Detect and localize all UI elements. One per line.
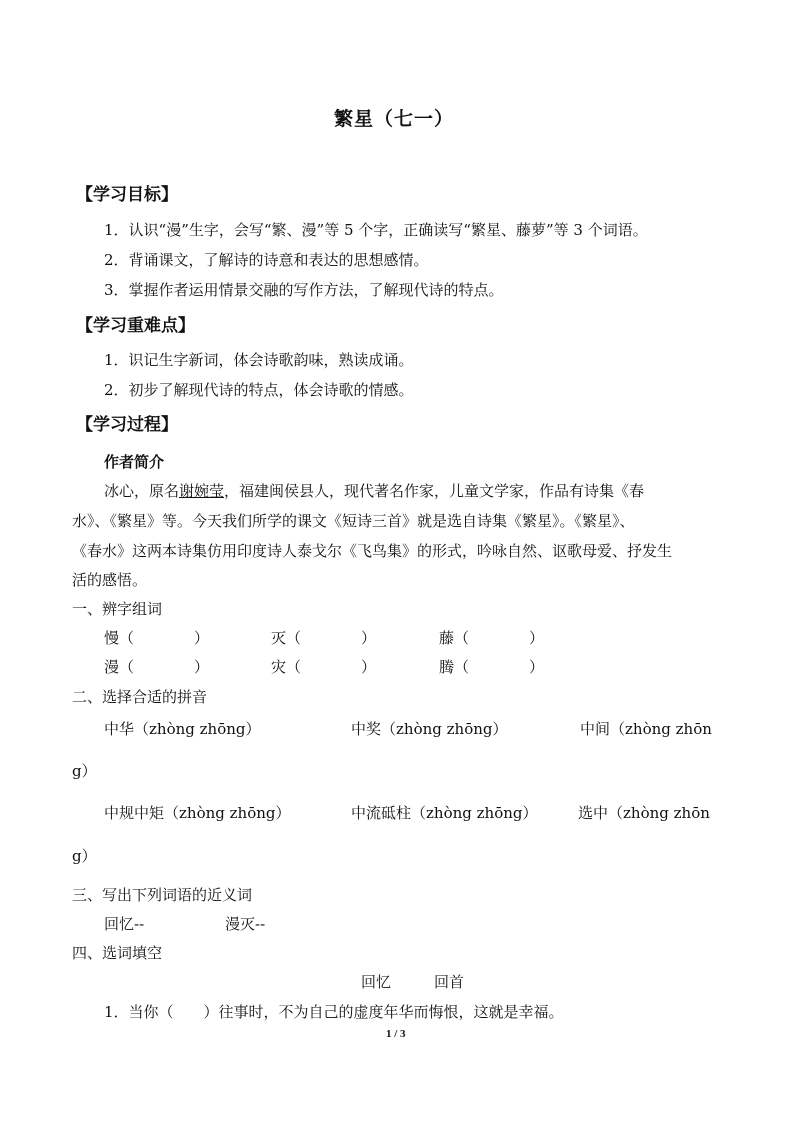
q1-row2-item1: 漫（ ） [104, 658, 210, 676]
author-intro-title: 作者简介 [104, 453, 165, 471]
key-points-heading: 【学习重难点】 [76, 316, 195, 336]
process-heading: 【学习过程】 [76, 415, 178, 435]
author-intro-text-a: 冰心，原名 [104, 482, 180, 500]
q2-row2-wrap: g） [72, 847, 97, 865]
q2-heading: 二、选择合适的拼音 [72, 688, 208, 706]
author-intro-text-b: ，福建闽侯县人，现代著名作家，儿童文学家，作品有诗集《春 [224, 482, 645, 500]
q4-item-1: 1．当你（ ）往事时，不为自己的虚度年华而悔恨，这就是幸福。 [104, 1003, 564, 1021]
q2-row1-item2: 中奖（zhòng zhōng） [351, 720, 508, 738]
key-point-item-1: 1．识记生字新词，体会诗歌韵味，熟读成诵。 [104, 351, 414, 369]
goal-item-1: 1．认识“漫”生字，会写“繁、漫”等 5 个字，正确读写“繁星、藤萝”等 3 个词语。 [104, 221, 648, 239]
key-point-item-2: 2．初步了解现代诗的特点，体会诗歌的情感。 [104, 381, 414, 399]
page-number: 1 / 3 [386, 1028, 406, 1040]
page-title: 繁星（七一） [334, 108, 455, 130]
q3-item-1: 回忆-- [104, 915, 145, 933]
q1-row2-item3: 腾（ ） [439, 658, 545, 676]
q2-row1-item1: 中华（zhòng zhōng） [104, 720, 261, 738]
q3-heading: 三、写出下列词语的近义词 [72, 886, 253, 904]
q1-heading: 一、辨字组词 [72, 600, 163, 618]
goals-heading: 【学习目标】 [76, 185, 178, 205]
q1-row1-item3: 藤（ ） [439, 629, 545, 647]
author-intro-line-1 [104, 480, 644, 501]
q2-row2-item2: 中流砥柱（zhòng zhōng） [351, 804, 538, 822]
author-intro-line-2: 水》、《繁星》等。今天我们所学的课文《短诗三首》就是选自诗集《繁星》。《繁星》、 [72, 512, 635, 530]
q1-row1-item2: 灭（ ） [271, 629, 377, 647]
goal-item-3: 3．掌握作者运用情景交融的写作方法，了解现代诗的特点。 [104, 281, 504, 299]
author-real-name: 谢婉莹 [179, 482, 225, 500]
q4-option-2: 回首 [434, 973, 465, 991]
q1-row1-item1: 慢（ ） [104, 629, 210, 647]
q3-item-2: 漫灭-- [225, 915, 266, 933]
q1-row2-item2: 灾（ ） [271, 658, 377, 676]
author-intro-line-3: 《春水》这两本诗集仿用印度诗人泰戈尔《飞鸟集》的形式，吟咏自然、讴歌母爱、抒发生 [72, 542, 673, 560]
q2-row1-wrap: g） [72, 762, 97, 780]
q2-row2-item1: 中规中矩（zhòng zhōng） [104, 804, 291, 822]
q4-option-1: 回忆 [361, 973, 392, 991]
author-intro-line-4: 活的感悟。 [72, 571, 148, 589]
q4-heading: 四、选词填空 [72, 944, 163, 962]
goal-item-2: 2．背诵课文，了解诗的诗意和表达的思想感情。 [104, 251, 429, 269]
q2-row1-item3: 中间（zhòng zhōn [580, 720, 712, 738]
q2-row2-item3: 选中（zhòng zhōn [578, 804, 710, 822]
